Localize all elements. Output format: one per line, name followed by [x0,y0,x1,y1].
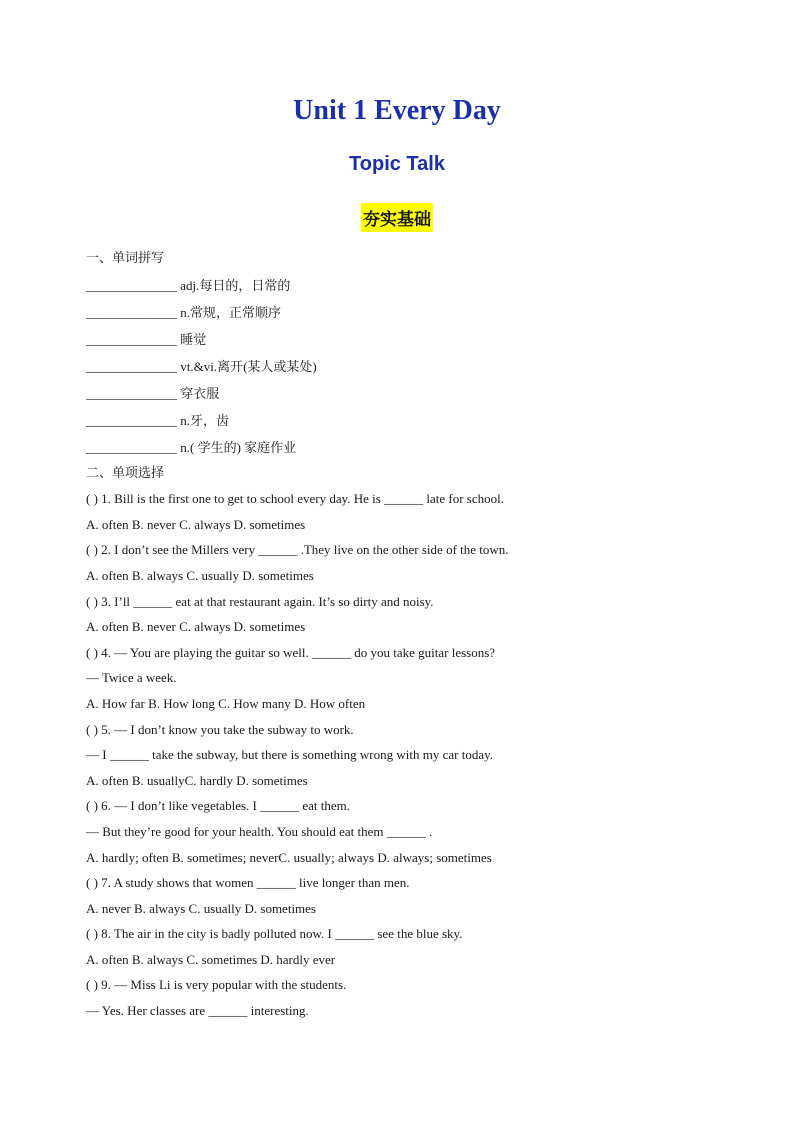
vocab-item: ______________ 睡觉 [86,331,207,347]
vocab-item: ______________ 穿衣服 [86,385,220,401]
question-line: ( ) 3. I’ll ______ eat at that restaurant again. It’s so dirty and noisy. [86,593,434,609]
question-line: ( ) 1. Bill is the first one to get to school every day. He is ______ late for school. [86,491,504,507]
options-line: A. often B. never C. always D. sometimes [86,516,306,532]
vocab-item: ______________ n.常规，正常顺序 [86,304,282,320]
question-line: ( ) 5. — I don’t know you take the subway to work. [86,721,354,737]
question-line: ( ) 7. A study shows that women ______ live longer than men. [86,875,410,891]
question-line: ( ) 4. — You are playing the guitar so well. ______ do you take guitar lessons? [86,644,496,660]
options-line: A. often B. always C. sometimes D. hardly ever [86,951,336,967]
question-line: ( ) 2. I don’t see the Millers very ______ .They live on the other side of the town. [86,542,509,558]
question-line: ( ) 6. — I don’t like vegetables. I ______ eat them. [86,798,351,814]
vocab-item: ______________ adj.每日的，日常的 [86,277,291,293]
dialogue-line: — But they’re good for your health. You should eat them ______ . [86,823,433,839]
dialogue-line: — I ______ take the subway, but there is something wrong with my car today. [86,747,494,763]
page-title: Unit 1 Every Day [293,95,501,126]
section-badge: 夯实基础 [361,203,433,232]
options-line: A. How far B. How long C. How many D. How often [86,695,366,711]
options-line: A. often B. always C. usually D. sometimes [86,567,314,583]
section-heading-choice: 二、单项选择 [86,465,165,481]
vocab-item: ______________ vt.&vi.离开(某人或某处) [86,358,317,374]
options-line: A. often B. never C. always D. sometimes [86,619,306,635]
question-line: ( ) 8. The air in the city is badly polluted now. I ______ see the blue sky. [86,926,463,942]
page-subtitle: Topic Talk [349,153,445,175]
worksheet-content [86,246,766,1024]
badge-container [0,203,794,232]
section-heading-spelling: 一、单词拼写 [86,251,165,266]
dialogue-line: — Yes. Her classes are ______ interesting. [86,1003,309,1019]
options-line: A. often B. usuallyC. hardly D. sometimes [86,772,308,788]
dialogue-line: — Twice a week. [86,670,177,686]
options-line: A. never B. always C. usually D. sometimes [86,900,316,916]
options-line: A. hardly; often B. sometimes; neverC. usually; always D. always; sometimes [86,849,492,865]
question-line: ( ) 9. — Miss Li is very popular with the students. [86,977,347,993]
vocab-item: ______________ n.牙，齿 [86,412,230,428]
vocab-item: ______________ n.( 学生的) 家庭作业 [86,439,297,455]
